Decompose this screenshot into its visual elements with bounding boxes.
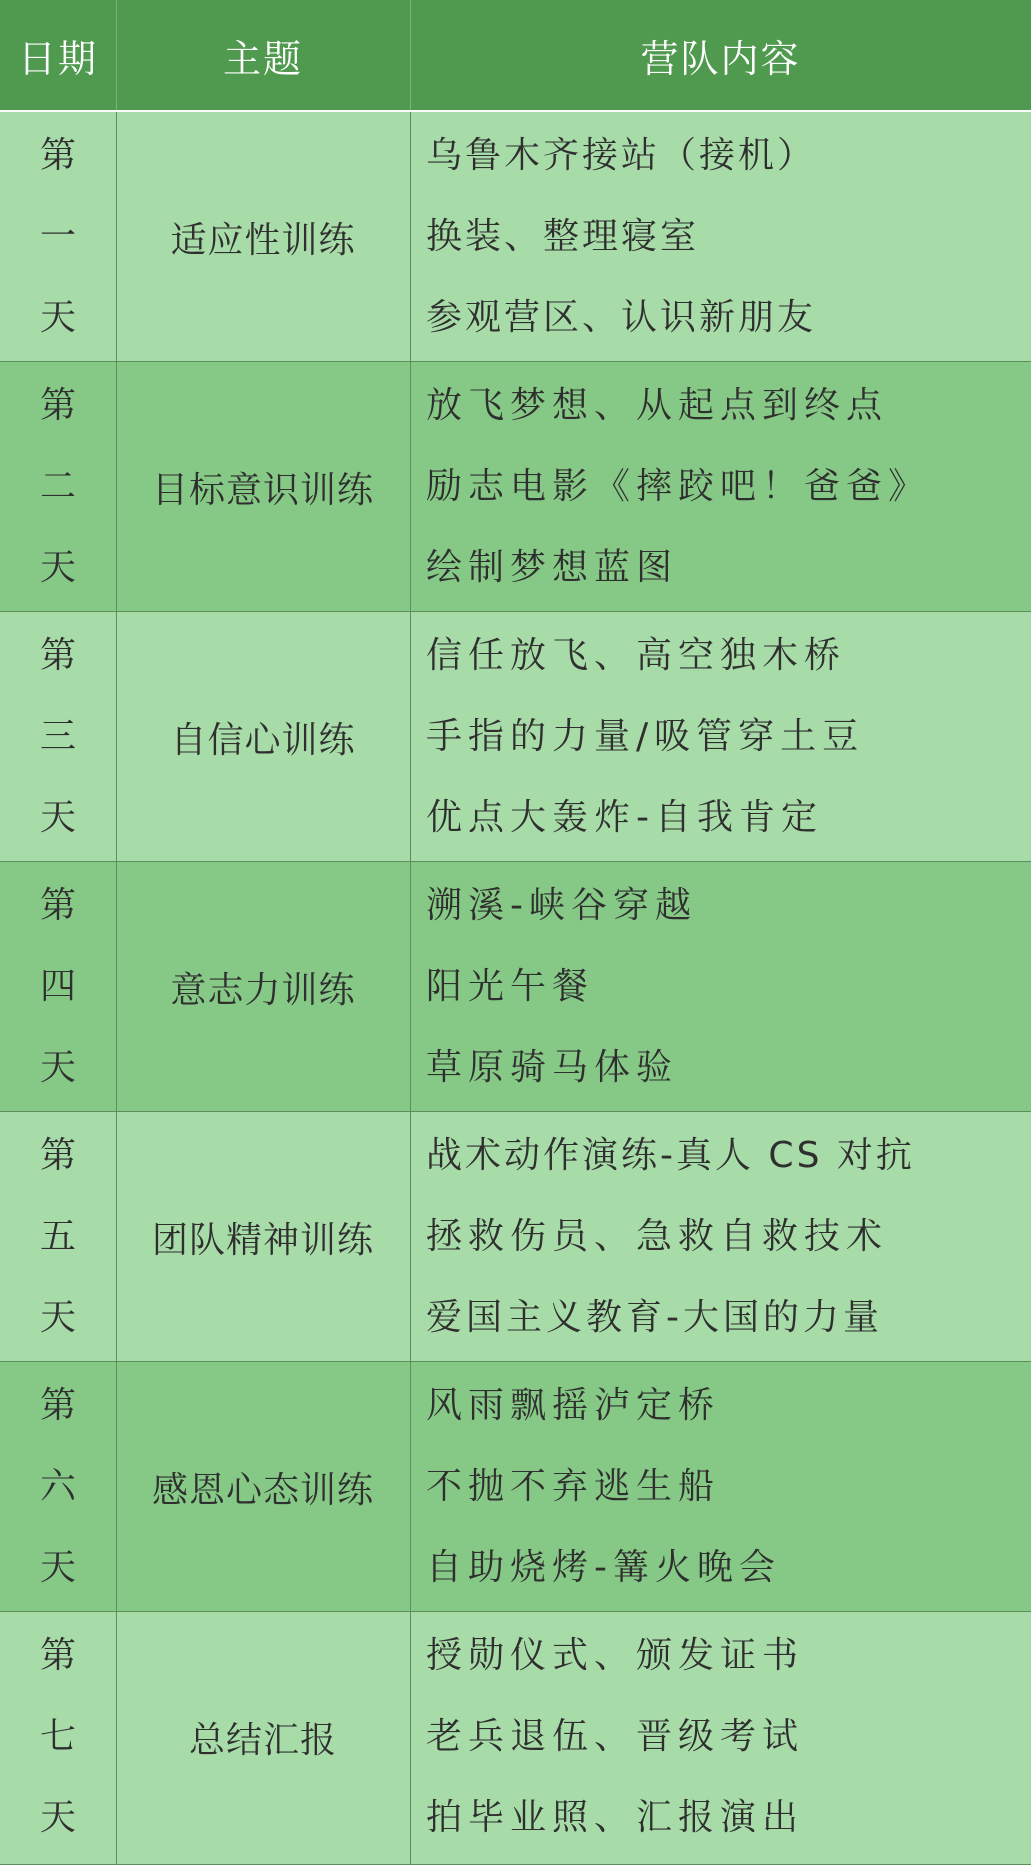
content-item: 乌鲁木齐接站（接机） bbox=[426, 135, 817, 176]
content-item: 不抛不弃逃生船 bbox=[426, 1466, 721, 1507]
theme-cell: 意志力训练 bbox=[170, 969, 356, 1011]
date-cell bbox=[0, 112, 116, 362]
date-char: 天 bbox=[39, 1797, 76, 1838]
header-date: 日期 bbox=[17, 36, 98, 81]
column-divider bbox=[410, 1362, 411, 1612]
content-item: 拯救伤员、急救自救技术 bbox=[426, 1216, 889, 1257]
theme-cell: 感恩心态训练 bbox=[151, 1469, 374, 1511]
content-item: 手指的力量/吸管穿土豆 bbox=[426, 716, 865, 757]
content-item: 放飞梦想、从起点到终点 bbox=[426, 385, 889, 426]
content-item: 授勋仪式、颁发证书 bbox=[426, 1635, 805, 1676]
date-cell bbox=[0, 1112, 116, 1362]
date-char: 四 bbox=[39, 966, 76, 1007]
date-char: 二 bbox=[39, 466, 76, 507]
table-row-day-6 bbox=[0, 1362, 1031, 1612]
theme-cell: 适应性训练 bbox=[170, 219, 356, 261]
table-row-day-5 bbox=[0, 1112, 1031, 1362]
date-char: 天 bbox=[39, 1047, 76, 1088]
theme-cell: 目标意识训练 bbox=[151, 469, 374, 511]
content-item: 优点大轰炸-自我肯定 bbox=[426, 797, 823, 838]
date-char: 七 bbox=[39, 1716, 76, 1757]
date-char: 第 bbox=[39, 1635, 76, 1676]
column-divider bbox=[410, 1612, 411, 1865]
table-row-day-3 bbox=[0, 612, 1031, 862]
content-item: 爱国主义教育-大国的力量 bbox=[426, 1297, 883, 1338]
date-cell bbox=[0, 1362, 116, 1612]
content-item: 绘制梦想蓝图 bbox=[426, 547, 679, 588]
theme-cell: 自信心训练 bbox=[170, 719, 356, 761]
header-content: 营队内容 bbox=[640, 36, 801, 81]
content-item: 阳光午餐 bbox=[426, 966, 595, 1007]
content-item: 信任放飞、高空独木桥 bbox=[426, 635, 847, 676]
date-cell bbox=[0, 362, 116, 612]
date-char: 天 bbox=[39, 297, 76, 338]
theme-cell: 团队精神训练 bbox=[151, 1219, 374, 1261]
content-item: 参观营区、认识新朋友 bbox=[426, 297, 817, 338]
column-divider bbox=[410, 1112, 411, 1362]
content-item: 风雨飘摇泸定桥 bbox=[426, 1385, 721, 1426]
column-divider bbox=[410, 862, 411, 1112]
content-item: 励志电影《摔跤吧！爸爸》 bbox=[426, 466, 931, 507]
content-item: 溯溪-峡谷穿越 bbox=[426, 885, 697, 926]
date-char: 第 bbox=[39, 885, 76, 926]
date-char: 第 bbox=[39, 385, 76, 426]
date-char: 三 bbox=[39, 716, 76, 757]
content-item: 拍毕业照、汇报演出 bbox=[426, 1797, 805, 1838]
date-char: 第 bbox=[39, 1135, 76, 1176]
table-row-day-7 bbox=[0, 1612, 1031, 1865]
theme-cell: 总结汇报 bbox=[188, 1719, 337, 1761]
table-header bbox=[0, 0, 1031, 112]
date-char: 六 bbox=[39, 1466, 76, 1507]
date-char: 天 bbox=[39, 1297, 76, 1338]
date-char: 天 bbox=[39, 1547, 76, 1588]
date-cell bbox=[0, 862, 116, 1112]
table-row-day-2 bbox=[0, 362, 1031, 612]
content-item: 草原骑马体验 bbox=[426, 1047, 679, 1088]
column-divider bbox=[410, 612, 411, 862]
content-item: 自助烧烤-篝火晚会 bbox=[426, 1547, 781, 1588]
date-cell bbox=[0, 1612, 116, 1862]
date-char: 第 bbox=[39, 135, 76, 176]
header-theme: 主题 bbox=[222, 36, 303, 81]
date-cell bbox=[0, 612, 116, 862]
content-item: 老兵退伍、晋级考试 bbox=[426, 1716, 805, 1757]
date-char: 一 bbox=[39, 216, 76, 257]
date-char: 五 bbox=[39, 1216, 76, 1257]
date-char: 天 bbox=[39, 547, 76, 588]
table-row-day-4 bbox=[0, 862, 1031, 1112]
date-char: 第 bbox=[39, 635, 76, 676]
column-divider bbox=[410, 112, 411, 362]
date-char: 天 bbox=[39, 797, 76, 838]
column-divider bbox=[410, 362, 411, 612]
content-item: 换装、整理寝室 bbox=[426, 216, 700, 257]
table-row-day-1 bbox=[0, 112, 1031, 362]
content-item: 战术动作演练-真人 CS 对抗 bbox=[426, 1135, 915, 1176]
date-char: 第 bbox=[39, 1385, 76, 1426]
